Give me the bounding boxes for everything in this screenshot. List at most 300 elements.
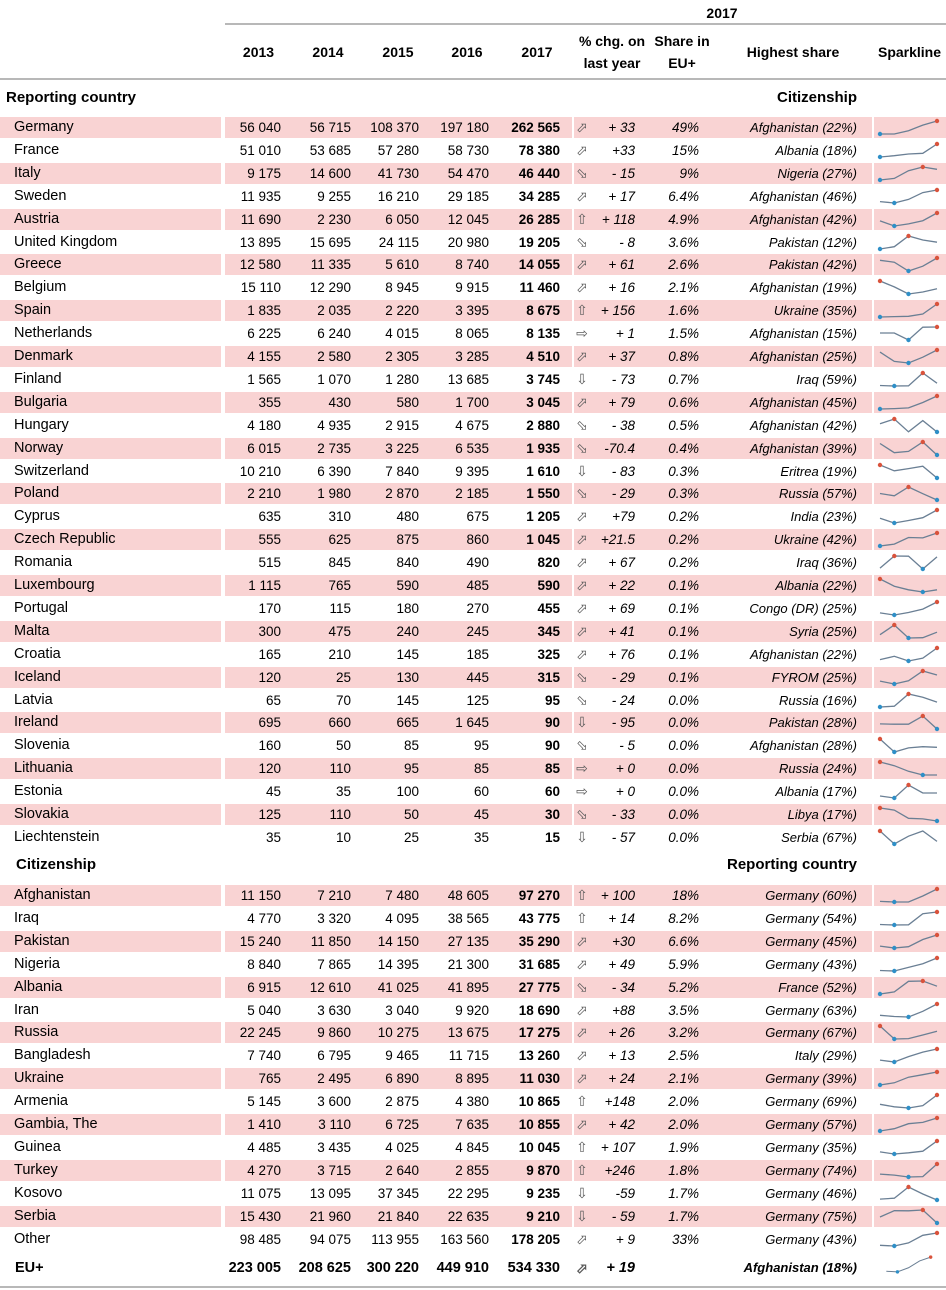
trend-arrow-icon: ⬀ [576, 531, 588, 548]
value-2014: 430 [328, 394, 351, 410]
trend-arrow-icon: ⇨ [576, 760, 588, 777]
sparkline-max-point [878, 829, 882, 833]
row-label: Slovakia [14, 806, 69, 822]
share-eu: 0.1% [668, 578, 699, 593]
sparkline-trend [880, 556, 937, 569]
value-2015: 145 [396, 646, 419, 662]
table-row [0, 757, 946, 780]
value-2016: 4 380 [455, 1094, 489, 1110]
table-row [0, 1021, 946, 1044]
highest-share: Germany (60%) [765, 888, 857, 903]
sparkline [875, 1160, 942, 1181]
value-2016: 449 910 [436, 1260, 489, 1276]
highest-share: Eritrea (19%) [780, 463, 857, 479]
sparkline-min-point [935, 452, 939, 456]
value-2014: 4 935 [317, 417, 351, 433]
sparkline-trend [880, 808, 937, 821]
pct-change: +88 [612, 1002, 635, 1018]
value-2017: 1 045 [526, 532, 560, 548]
trend-arrow-icon: ⬀ [576, 554, 588, 571]
sparkline-trend [880, 1072, 937, 1085]
trend-arrow-icon: ⇨ [576, 783, 588, 800]
sparkline-min-point [921, 590, 925, 594]
value-2014: 660 [328, 715, 351, 731]
section-right-title: Reporting country [727, 856, 857, 873]
highest-share: Ukraine (42%) [773, 532, 857, 548]
share-eu: 0.1% [668, 623, 699, 639]
share-eu: 1.7% [668, 1208, 699, 1224]
sparkline-min-point [896, 1270, 899, 1273]
row-label: Bangladesh [14, 1047, 91, 1064]
pct-change: +79 [612, 509, 635, 525]
highest-share: Afghanistan (22%) [750, 120, 857, 135]
share-eu: 0.1% [668, 646, 699, 662]
value-2017: 9 210 [526, 1208, 560, 1224]
value-2016: 163 560 [440, 1231, 489, 1247]
row-label: Turkey [14, 1161, 58, 1178]
value-2013: 223 005 [228, 1260, 281, 1276]
trend-arrow-icon: ⇧ [576, 302, 588, 319]
share-eu: 0.0% [668, 829, 699, 845]
value-2017: 1 935 [526, 440, 560, 456]
table-row [0, 689, 946, 712]
pct-change: + 79 [608, 394, 635, 410]
highest-share: Italy (29%) [794, 1048, 857, 1064]
sparkline-min-point [935, 1220, 939, 1224]
table-row [0, 1090, 946, 1113]
sparkline [875, 690, 942, 711]
row-label: Croatia [14, 645, 61, 662]
trend-arrow-icon: ⇧ [576, 887, 588, 903]
value-2013: 65 [265, 692, 281, 708]
pct-change: - 29 [611, 486, 635, 502]
highest-share: Albania (22%) [775, 578, 857, 593]
sparkline-trend [880, 1049, 937, 1062]
pct-change: - 34 [611, 979, 635, 995]
header-bottom-rule [0, 78, 946, 80]
value-2017: 10 855 [518, 1117, 560, 1132]
value-2015: 180 [396, 600, 419, 616]
pct-change: + 1 [615, 326, 635, 342]
pct-change: + 37 [608, 349, 635, 364]
value-2013: 555 [258, 532, 281, 548]
value-2014: 765 [328, 578, 351, 593]
sparkline [875, 277, 942, 298]
value-2013: 15 240 [239, 933, 281, 949]
highest-share: Germany (35%) [765, 1139, 857, 1155]
table-row [0, 666, 946, 689]
value-2013: 45 [265, 784, 281, 800]
value-2016: 58 730 [447, 142, 489, 158]
sparkline [875, 346, 942, 367]
sparkline-trend [880, 442, 937, 455]
pct-change: - 83 [611, 463, 635, 479]
trend-arrow-icon: ⬀ [576, 1230, 588, 1247]
value-2013: 120 [258, 669, 281, 685]
pct-change: + 42 [608, 1117, 635, 1132]
value-2014: 2 580 [317, 349, 351, 364]
col-share: Share in EU+ [654, 33, 710, 71]
value-2015: 6 890 [385, 1071, 419, 1087]
highest-share: Afghanistan (42%) [750, 211, 857, 227]
trend-arrow-icon: ⬀ [576, 1047, 588, 1064]
value-2016: 9 920 [455, 1002, 489, 1018]
highest-share: Germany (63%) [765, 1002, 857, 1018]
value-2017: 60 [544, 784, 560, 800]
value-2017: 4 510 [526, 349, 560, 364]
trend-arrow-icon: ⬀ [576, 348, 588, 364]
highest-share: Russia (57%) [778, 486, 857, 502]
value-2014: 208 625 [298, 1260, 351, 1276]
value-2017: 46 440 [518, 165, 560, 181]
value-2015: 16 210 [377, 188, 419, 204]
share-eu: 0.4% [668, 440, 699, 456]
sparkline-max-point [935, 1230, 939, 1234]
value-2013: 160 [258, 738, 281, 754]
sparkline-min-point [906, 636, 910, 640]
table-row [0, 368, 946, 391]
value-2016: 1 645 [455, 715, 489, 731]
highest-share: Nigeria (27%) [777, 165, 857, 181]
sparkline-max-point [935, 325, 939, 329]
value-2017: 9 870 [526, 1162, 560, 1178]
share-eu: 3.2% [668, 1025, 699, 1041]
value-2015: 14 150 [377, 933, 419, 949]
highest-share: Afghanistan (22%) [750, 646, 857, 662]
value-2013: 15 430 [239, 1208, 281, 1224]
value-2016: 6 535 [455, 440, 489, 456]
value-2013: 11 075 [240, 1185, 281, 1201]
sparkline [875, 827, 942, 848]
value-2015: 41 730 [377, 165, 419, 181]
value-2014: 2 230 [317, 211, 351, 227]
value-2014: 110 [329, 807, 351, 822]
value-2016: 9 395 [455, 463, 489, 479]
value-2017: 85 [544, 761, 560, 777]
sparkline-min-point [878, 704, 882, 708]
value-2017: 3 745 [526, 371, 560, 387]
row-label: Austria [14, 210, 60, 227]
sparkline [875, 804, 942, 825]
share-eu: 2.6% [668, 257, 699, 273]
value-2015: 37 345 [377, 1185, 419, 1201]
sparkline-min-point [892, 946, 896, 950]
trend-arrow-icon: ⬂ [576, 737, 588, 754]
row-label: Sweden [14, 187, 67, 204]
share-eu: 0.1% [668, 600, 699, 616]
value-2017: 8 135 [526, 326, 560, 342]
sparkline-min-point [878, 246, 882, 250]
pct-change: +30 [612, 933, 635, 949]
value-2015: 5 610 [385, 257, 419, 273]
value-2016: 22 635 [447, 1208, 489, 1224]
trend-arrow-icon: ⬀ [576, 599, 588, 616]
row-label: United Kingdom [14, 233, 118, 250]
sparkline-max-point [935, 531, 939, 535]
sparkline-trend [880, 304, 937, 317]
highest-share: Afghanistan (28%) [750, 738, 857, 754]
sparkline-min-point [892, 613, 896, 617]
sparkline-max-point [935, 645, 939, 649]
sparkline-max-point [906, 485, 910, 489]
highest-share: Congo (DR) (25%) [749, 600, 857, 616]
pct-change: + 19 [606, 1260, 635, 1276]
value-2015: 21 840 [377, 1208, 419, 1224]
sparkline [875, 1254, 942, 1275]
trend-arrow-icon: ⬀ [576, 119, 588, 135]
sparkline-max-point [935, 348, 939, 352]
trend-arrow-icon: ⇩ [576, 1207, 588, 1224]
value-2013: 515 [258, 555, 281, 571]
value-2016: 95 [473, 738, 489, 754]
share-eu: 18% [671, 888, 699, 903]
sparkline-trend [880, 602, 937, 615]
value-2014: 11 850 [310, 933, 351, 949]
row-label: Hungary [14, 416, 69, 433]
sparkline [875, 1114, 942, 1135]
section-title: Reporting country [6, 89, 136, 106]
table-row [0, 1113, 946, 1136]
table-row [0, 414, 946, 437]
sparkline-max-point [935, 256, 939, 260]
share-eu: 0.0% [668, 807, 699, 822]
highest-share: Iraq (36%) [796, 555, 857, 571]
value-2014: 2 735 [317, 440, 351, 456]
value-2013: 355 [258, 394, 281, 410]
value-2014: 3 715 [317, 1162, 351, 1178]
sparkline-max-point [921, 165, 925, 169]
highest-share: Afghanistan (39%) [750, 440, 857, 456]
share-eu: 0.1% [668, 669, 699, 685]
sparkline [875, 621, 942, 642]
value-2015: 4 025 [385, 1139, 419, 1155]
value-2017: 10 865 [518, 1094, 560, 1110]
sparkline-min-point [892, 900, 896, 904]
highest-share: Syria (25%) [789, 623, 857, 639]
sparkline [875, 529, 942, 550]
value-2014: 21 960 [309, 1208, 351, 1224]
value-2013: 4 770 [247, 910, 281, 926]
value-2013: 22 245 [239, 1025, 281, 1041]
table-row [0, 1067, 946, 1090]
value-2015: 145 [396, 692, 419, 708]
value-2016: 185 [466, 646, 489, 662]
trend-arrow-icon: ⇧ [576, 210, 588, 227]
value-2014: 210 [328, 646, 351, 662]
value-2014: 25 [335, 669, 351, 685]
value-2017: 2 880 [526, 417, 560, 433]
sparkline [875, 186, 942, 207]
value-2015: 25 [403, 829, 419, 845]
sparkline-max-point [921, 1207, 925, 1211]
sparkline-max-point [935, 887, 939, 891]
value-2014: 14 600 [309, 165, 351, 181]
value-2017: 455 [537, 600, 560, 616]
pct-change: + 14 [608, 910, 635, 926]
table-row [0, 826, 946, 849]
sparkline [875, 1229, 942, 1250]
row-label: Estonia [14, 783, 63, 800]
section-right-title: Citizenship [776, 89, 857, 106]
row-label: Iran [14, 1001, 39, 1018]
share-eu: 0.3% [668, 463, 699, 479]
share-eu: 8.2% [668, 910, 699, 926]
sparkline [875, 977, 942, 998]
sparkline [875, 931, 942, 952]
pct-change: + 107 [600, 1139, 635, 1155]
pct-change: + 100 [600, 888, 635, 903]
sparkline [875, 1068, 942, 1089]
sparkline-trend [880, 121, 937, 134]
row-label: Norway [14, 439, 64, 456]
sparkline-trend [880, 510, 937, 523]
share-eu: 0.0% [668, 784, 699, 800]
value-2017: 26 285 [518, 211, 560, 227]
value-2014: 3 630 [317, 1002, 351, 1018]
value-2017: 18 690 [518, 1002, 560, 1018]
pct-change: + 24 [608, 1071, 635, 1087]
value-2016: 9 915 [455, 280, 489, 296]
sparkline-max-point [892, 623, 896, 627]
value-2017: 78 380 [518, 142, 560, 158]
value-2014: 7 210 [317, 888, 351, 903]
value-2015: 95 [403, 761, 419, 777]
value-2013: 10 210 [239, 463, 281, 479]
value-2014: 3 600 [317, 1094, 351, 1110]
value-2014: 12 290 [309, 280, 351, 296]
highest-share: Serbia (67%) [781, 829, 857, 845]
value-2013: 1 835 [247, 303, 281, 319]
row-label: Bulgaria [14, 393, 68, 410]
trend-arrow-icon: ⬀ [576, 393, 588, 410]
sparkline-trend [880, 912, 937, 925]
share-eu: 1.8% [668, 1162, 699, 1178]
highest-share: Afghanistan (42%) [750, 417, 857, 433]
sparkline-max-point [935, 933, 939, 937]
sparkline-trend [880, 1118, 937, 1131]
trend-arrow-icon: ⬀ [576, 577, 588, 593]
value-2016: 445 [466, 669, 489, 685]
value-2017: 325 [537, 646, 560, 662]
highest-share: Afghanistan (25%) [750, 349, 857, 364]
value-2015: 4 095 [385, 910, 419, 926]
row-label: Greece [14, 256, 62, 273]
highest-share: Germany (39%) [765, 1071, 857, 1087]
highest-share: Germany (67%) [765, 1025, 857, 1041]
share-eu: 1.6% [668, 303, 699, 319]
sparkline-trend [880, 889, 937, 902]
value-2015: 3 040 [385, 1002, 419, 1018]
value-2015: 2 915 [385, 417, 419, 433]
col-2013: 2013 [242, 44, 275, 60]
sparkline [875, 209, 942, 230]
value-2017: 262 565 [511, 120, 560, 135]
highest-share: Russia (16%) [778, 692, 857, 708]
sparkline-min-point [906, 1175, 910, 1179]
pct-change: -70.4 [604, 440, 635, 456]
row-label: Nigeria [14, 955, 60, 972]
share-eu: 0.6% [668, 394, 699, 410]
sparkline-trend [880, 1141, 937, 1154]
trend-arrow-icon: ⇩ [576, 1184, 588, 1201]
value-2013: 56 040 [239, 120, 281, 135]
row-label: Netherlands [14, 325, 93, 342]
sparkline-trend [880, 1210, 937, 1223]
value-2017: 90 [544, 715, 560, 731]
value-2013: 6 015 [247, 440, 281, 456]
value-2015: 24 115 [378, 234, 419, 250]
value-2017: 15 [544, 829, 560, 845]
share-eu: 3.5% [668, 1002, 699, 1018]
value-2016: 54 470 [447, 165, 489, 181]
value-2013: 1 410 [247, 1117, 281, 1132]
value-2017: 19 205 [518, 234, 560, 250]
share-eu: 6.4% [668, 188, 699, 204]
value-2013: 35 [265, 829, 281, 845]
share-eu: 33% [671, 1231, 699, 1247]
sparkline-trend [880, 671, 937, 684]
pct-change: - 29 [611, 669, 635, 685]
sparkline-trend [880, 579, 937, 592]
value-2017: 3 045 [526, 394, 560, 410]
value-2015: 480 [396, 509, 419, 525]
trend-arrow-icon: ⇩ [576, 462, 588, 479]
sparkline-max-point [878, 760, 882, 764]
value-2014: 12 610 [309, 979, 351, 995]
sparkline-min-point [906, 1014, 910, 1018]
sparkline [875, 1091, 942, 1112]
trend-arrow-icon: ⬀ [576, 1116, 588, 1132]
sparkline-max-point [935, 187, 939, 191]
trend-arrow-icon: ⬀ [576, 187, 588, 204]
trend-arrow-icon: ⬀ [576, 645, 588, 662]
value-2017: 97 270 [518, 888, 560, 903]
value-2013: 125 [258, 807, 281, 822]
value-2014: 13 095 [309, 1185, 351, 1201]
section-title: Citizenship [16, 856, 97, 873]
value-2014: 94 075 [309, 1231, 351, 1247]
share-eu: 0.0% [668, 761, 699, 777]
sparkline-min-point [892, 1037, 896, 1041]
trend-arrow-icon: ⬂ [576, 978, 588, 995]
trend-arrow-icon: ⇩ [576, 714, 588, 731]
highest-share: Afghanistan (15%) [750, 326, 857, 342]
total-row [0, 1253, 946, 1283]
sparkline-max-point [921, 978, 925, 982]
sparkline-min-point [935, 475, 939, 479]
sparkline-min-point [935, 727, 939, 731]
sparkline-min-point [892, 1243, 896, 1247]
trend-arrow-icon: ⬀ [576, 1024, 588, 1041]
sparkline [875, 781, 942, 802]
value-2016: 2 855 [455, 1162, 489, 1178]
share-eu: 4.9% [668, 211, 699, 227]
table-row [0, 460, 946, 483]
value-2013: 5 040 [247, 1002, 281, 1018]
sparkline [875, 644, 942, 665]
sparkline-max-point [935, 955, 939, 959]
sparkline-min-point [892, 521, 896, 525]
table-row [0, 276, 946, 299]
table-row [0, 597, 946, 620]
col-2014: 2014 [312, 44, 344, 60]
sparkline [875, 1183, 942, 1204]
sparkline-max-point [935, 600, 939, 604]
table-row [0, 1159, 946, 1182]
table-row [0, 999, 946, 1022]
value-2013: 4 180 [247, 417, 281, 433]
sparkline-max-point [935, 142, 939, 146]
